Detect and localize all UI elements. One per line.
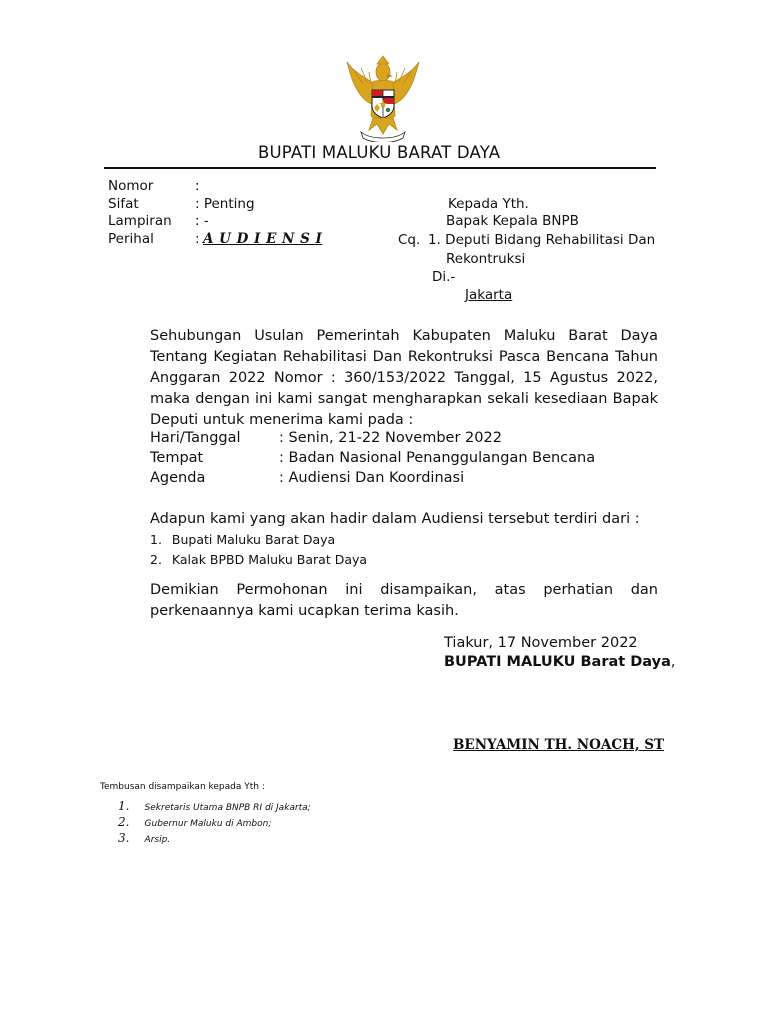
cc-text: Gubernur Maluku di Ambon; [144, 819, 272, 829]
recipient-title: Bapak Kepala BNPB [446, 213, 579, 229]
meta-label-perihal: Perihal [108, 231, 154, 247]
meta-label-sifat: Sifat [108, 196, 139, 212]
meta-label-lampiran: Lampiran [108, 213, 172, 229]
letterhead-title: BUPATI MALUKU BARAT DAYA [258, 143, 501, 162]
recipient-greeting: Kepada Yth. [448, 196, 529, 212]
signature-name: BENYAMIN TH. NOACH, ST [453, 737, 665, 753]
detail-value-place: : Badan Nasional Penanggulangan Bencana [279, 450, 596, 466]
meta-colon-perihal: : [195, 231, 200, 247]
meta-value-sifat: : Penting [195, 196, 255, 212]
recipient-city: Jakarta [465, 287, 513, 303]
recipient-attention-cont: Rekontruksi [446, 251, 526, 267]
body-intro: Sehubungan Usulan Pemerintah Kabupaten Maluku Barat Daya Tentang Kegiatan Rehabilitasi Dan Rekontruksi Pasca Bencana Tahun Anggaran 2022 Nomor : 360/153/2022 Tanggal, 15 Agustus 2022, maka dengan ini kami sangat mengharapkan sekali kesediaan Bapak Deputi untuk menerima kami pada : [150, 328, 658, 428]
closing-paragraph: Demikian Permohonan ini disampaikan, atas perhatian dan perkenaannya kami ucapkan terima kasih. [150, 582, 658, 619]
list-item [150, 552, 367, 567]
signature-position [444, 654, 675, 670]
signature-position-comma: , [670, 654, 676, 670]
detail-value-date: : Senin, 21-22 November 2022 [279, 430, 502, 446]
attendee-text: Bupati Maluku Barat Daya [171, 532, 336, 547]
attendee-number: 2. [150, 552, 162, 567]
recipient-cq: Cq. [398, 232, 421, 248]
meta-value-perihal: A U D I E N S I [203, 231, 323, 247]
detail-label-agenda: Agenda [150, 470, 206, 486]
list-item [150, 532, 335, 547]
signature-position-title: BUPATI MALUKU Barat Daya [444, 654, 671, 670]
attendee-text: Kalak BPBD Maluku Barat Daya [171, 552, 368, 567]
cc-number: 2. [118, 815, 130, 829]
detail-value-agenda: : Audiensi Dan Koordinasi [279, 470, 465, 486]
meta-label-nomor: Nomor [108, 178, 154, 194]
list-item [118, 827, 170, 846]
signature-place-date: Tiakur, 17 November 2022 [444, 635, 638, 651]
detail-label-place: Tempat [150, 450, 204, 466]
attendee-number: 1. [150, 532, 162, 547]
detail-label-date: Hari/Tanggal [150, 430, 241, 446]
recipient-di: Di.- [432, 269, 456, 285]
cc-number: 3. [118, 831, 130, 845]
meta-value-lampiran: : - [195, 213, 209, 229]
garuda-emblem-icon [343, 50, 423, 142]
cc-text: Sekretaris Utama BNPB RI di Jakarta; [144, 803, 311, 813]
cc-number: 1. [118, 799, 130, 813]
meta-value-nomor: : [195, 178, 200, 194]
cc-text: Arsip. [144, 835, 171, 845]
cc-heading: Tembusan disampaikan kepada Yth : [100, 782, 265, 792]
attendees-intro: Adapun kami yang akan hadir dalam Audiensi tersebut terdiri dari : [150, 511, 640, 527]
recipient-attention: 1. Deputi Bidang Rehabilitasi Dan [428, 232, 656, 248]
letterhead-divider [104, 167, 656, 169]
